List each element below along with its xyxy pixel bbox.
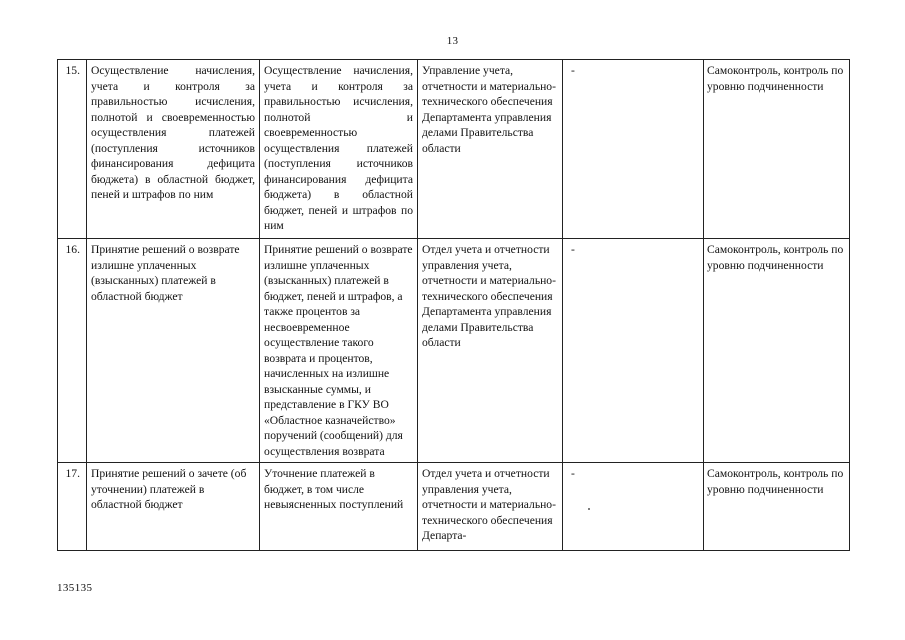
- process-name: Принятие решений о зачете (об уточнении) платежей в областной бюджет: [87, 463, 260, 551]
- table-row: [58, 463, 850, 551]
- control-type: Самоконтроль, контроль по уровню подчиненности: [704, 60, 850, 239]
- operation-description: Осуществление начисления, учета и контроля за правильностью исчисления, полнотой и своевременностью осуществления платежей (поступления источников финансирования дефицита бюджета) в областной бюджет, пеней и штрафов по ним: [260, 60, 418, 239]
- process-name: Осуществление начисления, учета и контроля за правильностью исчисления, полнотой и своевременностью осуществления платежей (поступления источников финансирования дефицита бюджета) в областной бюджет, пеней и штрафов по ним: [87, 60, 260, 239]
- row-number: 17.: [58, 463, 87, 551]
- document-table: [57, 59, 850, 551]
- dash-cell: -: [563, 60, 704, 239]
- control-type: Самоконтроль, контроль по уровню подчиненности: [704, 463, 850, 551]
- table-row: [58, 60, 850, 239]
- responsible-unit: Отдел учета и отчетности управления учета, отчетности и материально-технического обеспечения Департамента управления делами Правительства области: [418, 239, 563, 463]
- page-number: 13: [446, 35, 459, 47]
- dash-cell: -: [563, 463, 704, 551]
- dash-cell: -: [563, 239, 704, 463]
- row-number: 15.: [58, 60, 87, 239]
- operation-description: Принятие решений о возврате излишне уплаченных (взысканных) платежей в бюджет, пеней и штрафов, а также процентов за несвоевременное осуществление такого возврата и процентов, начисленных на излишне взысканные суммы, и представление в ГКУ ВО «Областное казначейство» поручений (сообщений) для осуществления возврата: [260, 239, 418, 463]
- scan-speck: [588, 508, 590, 510]
- row-number: 16.: [58, 239, 87, 463]
- responsible-unit: Отдел учета и отчетности управления учета, отчетности и материально-технического обеспечения Департа-: [418, 463, 563, 551]
- process-name: Принятие решений о возврате излишне уплаченных (взысканных) платежей в областной бюджет: [87, 239, 260, 463]
- responsible-unit: Управление учета, отчетности и материально-технического обеспечения Департамента управления делами Правительства области: [418, 60, 563, 239]
- control-type: Самоконтроль, контроль по уровню подчиненности: [704, 239, 850, 463]
- footer-code: 135135: [57, 582, 93, 594]
- table-row: [58, 239, 850, 463]
- operation-description: Уточнение платежей в бюджет, в том числе невыясненных поступлений: [260, 463, 418, 551]
